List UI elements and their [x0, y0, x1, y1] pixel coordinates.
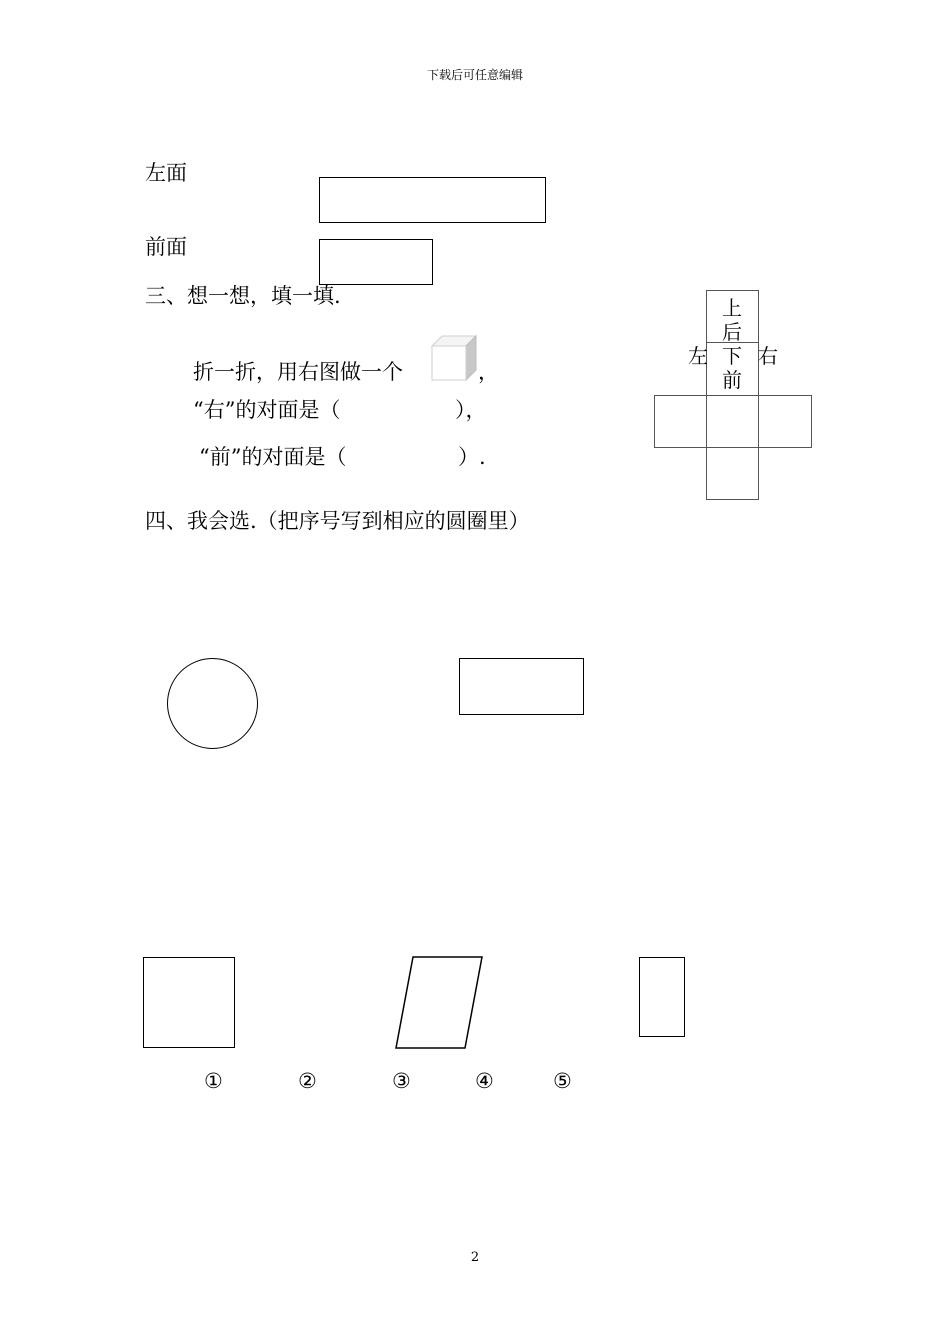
parallelogram-shape [394, 955, 486, 1051]
answer-circle-2: ② [298, 1069, 317, 1093]
section3-title: 三、想一想，填一填. [145, 284, 341, 308]
cube-icon [430, 334, 478, 382]
cube-net [654, 290, 814, 504]
question-right-opposite: “右”的对面是（ [193, 398, 341, 422]
answer-circle-3: ③ [392, 1069, 411, 1093]
left-view-rectangle [319, 177, 546, 223]
answer-circle-1: ① [204, 1069, 223, 1093]
fold-instruction-end: ， [478, 360, 499, 384]
net-cell-bottom [706, 447, 759, 500]
front-view-rectangle [319, 239, 433, 285]
circle-shape [167, 658, 258, 749]
net-cell-center [706, 395, 759, 448]
net-label-right: 右 [758, 344, 778, 368]
answer-circle-5: ⑤ [553, 1069, 572, 1093]
net-label-top: 上 [722, 296, 742, 320]
front-view-label: 前面 [145, 235, 187, 259]
page-number: 2 [470, 1250, 480, 1265]
left-view-label: 左面 [145, 161, 187, 185]
square-shape [143, 957, 235, 1048]
net-label-left: 左 [688, 344, 708, 368]
question-right-close: ）， [455, 398, 487, 422]
net-label-front: 前 [722, 368, 742, 392]
section4-title: 四、我会选.（把序号写到相应的圆圈里） [145, 509, 530, 533]
fold-instruction: 折一折，用右图做一个 [193, 360, 403, 384]
answer-circle-4: ④ [475, 1069, 494, 1093]
net-cell-left [654, 395, 707, 448]
tall-rectangle-shape [639, 957, 685, 1037]
question-front-opposite: “前”的对面是（ [199, 445, 347, 469]
page-header: 下载后可任意编辑 [426, 68, 523, 82]
net-label-bottom: 下 [722, 344, 742, 368]
question-front-close: ）. [458, 445, 486, 469]
rectangle-shape [459, 658, 584, 715]
net-label-back: 后 [722, 320, 742, 344]
net-cell-right [758, 395, 812, 448]
